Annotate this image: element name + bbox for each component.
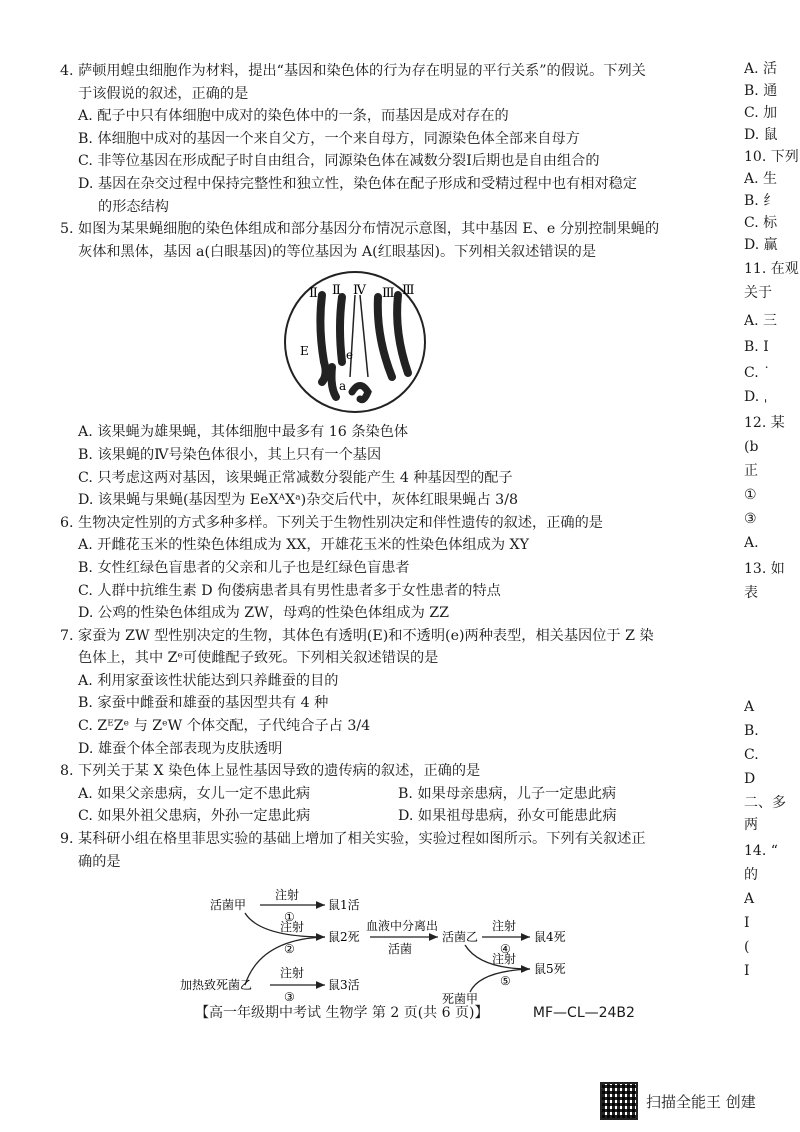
q6-option-b: B. 女性红绿色盲患者的父亲和儿子也是红绿色盲患者 — [78, 559, 410, 576]
rc-line: A. 生 — [744, 171, 778, 187]
step-5: ⑤ — [500, 974, 511, 989]
question-4 — [60, 60, 740, 218]
label-chr-ii-left: Ⅱ — [309, 286, 318, 302]
rc-line: 正 — [744, 463, 758, 479]
label-chr-ii-right: Ⅱ — [332, 283, 341, 299]
isolate-live-bacteria: 活菌 — [388, 942, 413, 957]
rc-line: C. — [744, 747, 759, 763]
q6-stem: 6. 生物决定性别的方式多种多样。下列关于生物性别决定和伴性遗传的叙述，正确的是 — [60, 514, 603, 531]
rc-line: A — [744, 891, 755, 907]
rc-line: C. 加 — [744, 105, 778, 121]
mouse-3-alive: 鼠3活 — [328, 978, 360, 993]
mouse-1-alive: 鼠1活 — [328, 898, 360, 913]
q5-stem-line2: 灰体和黑体，基因 a(白眼基因)的等位基因为 A(红眼基因)。下列相关叙述错误的是 — [78, 243, 597, 260]
stamp-text: 扫描全能王 创建 — [646, 1092, 756, 1111]
q6-option-d: D. 公鸡的性染色体组成为 ZW，母鸡的性染色体组成为 ZZ — [78, 605, 450, 622]
q5-option-b: B. 该果蝇的Ⅳ号染色体很小，其上只有一个基因 — [78, 446, 382, 463]
q7-option-d: D. 雄蚕个体全部表现为皮肤透明 — [78, 740, 283, 757]
q4-stem-line1: 4. 萨顿用蝗虫细胞作为材料，提出“基因和染色体的行为存在明显的平行关系”的假说。下列关 — [60, 63, 646, 79]
rc-line: A. 活 — [744, 61, 778, 77]
step-3: ③ — [284, 990, 295, 1005]
question-8 — [60, 760, 740, 828]
rc-line: 表 — [744, 585, 758, 601]
q9-stem-line1: 9. 某科研小组在格里菲思实验的基础上增加了相关实验，实验过程如图所示。下列有关叙述正 — [60, 831, 646, 848]
footer-title: 【高一年级期中考试 生物学 第 2 页(共 6 页)】 — [195, 1005, 489, 1021]
experiment-flow-diagram — [60, 877, 740, 1007]
rc-line: A. 三 — [744, 313, 778, 329]
inject-label-5: 注射 — [492, 952, 517, 967]
q4-stem-line2: 于该假说的叙述，正确的是 — [78, 85, 249, 102]
q8-options-row2 — [78, 805, 740, 828]
q4-option-a: A. 配子中只有体细胞中成对的染色体中的一条，而基因是成对存在的 — [78, 108, 509, 125]
main-column — [60, 60, 740, 1011]
rc-line: 关于 — [744, 285, 772, 301]
chromosome-figure — [60, 267, 740, 417]
q8-option-c: C. 如果外祖父患病，外孙一定患此病 — [78, 808, 311, 825]
q8-option-a: A. 如果父亲患病，女儿一定不患此病 — [78, 785, 311, 802]
step-4: ④ — [500, 942, 511, 957]
live-bacteria-b: 活菌乙 — [442, 930, 479, 945]
rc-line: 11. 在观 — [744, 261, 799, 277]
q7-option-b: B. 家蚕中雌蚕和雄蚕的基因型共有 4 种 — [78, 695, 329, 712]
q6-option-c: C. 人群中抗维生素 D 佝偻病患者具有男性患者多于女性患者的特点 — [78, 582, 501, 599]
rc-line: 两 — [744, 817, 758, 833]
question-9 — [60, 828, 740, 1007]
isolate-from-blood: 血液中分离出 — [366, 919, 439, 934]
q4-option-b: B. 体细胞中成对的基因一个来自父方，一个来自母方，同源染色体全部来自母方 — [78, 130, 580, 147]
chromosome-diagram — [60, 267, 740, 417]
q4-option-d-line1: D. 基因在杂交过程中保持完整性和独立性，染色体在配子形成和受精过程中也有相对稳定 — [78, 175, 638, 192]
rc-line: D. 鼠 — [744, 127, 778, 143]
q5-option-c: C. 只考虑这两对基因，该果蝇正常减数分裂能产生 4 种基因型的配子 — [78, 469, 513, 486]
label-chr-iii-left: Ⅲ — [382, 286, 395, 302]
rc-line: ③ — [744, 511, 757, 527]
griffith-experiment-figure — [60, 877, 740, 1007]
qr-code-icon — [600, 1082, 638, 1120]
rc-line: I — [744, 915, 750, 931]
rc-line: D — [744, 771, 756, 787]
inject-label-2: 注射 — [280, 920, 305, 935]
rc-line: I — [744, 963, 750, 979]
rc-line: B. I — [744, 339, 769, 355]
q7-option-a: A. 利用家蚕该性状能达到只养雌蚕的目的 — [78, 672, 339, 689]
rc-line: C. 标 — [744, 215, 778, 231]
step-2: ② — [284, 942, 295, 957]
label-chr-iv: Ⅳ — [353, 283, 366, 299]
rc-line: D. 赢 — [744, 237, 778, 253]
q5-option-a: A. 该果蝇为雄果蝇，其体细胞中最多有 16 条染色体 — [78, 424, 409, 441]
q7-stem-line1: 7. 家蚕为 ZW 型性别决定的生物，其体色有透明(E)和不透明(e)两种表型，相关基因位于 Z 染 — [60, 627, 654, 644]
adjacent-page-edge — [744, 0, 800, 1132]
rc-line: 13. 如 — [744, 561, 785, 577]
q4-option-c: C. 非等位基因在形成配子时自由组合，同源染色体在减数分裂Ⅰ后期也是自由组合的 — [78, 153, 600, 170]
rc-line: ( — [744, 939, 750, 955]
rc-line: 14. “ — [744, 843, 778, 859]
q8-option-d: D. 如果祖母患病，孙女可能患此病 — [398, 808, 617, 825]
label-gene-a: a — [339, 379, 347, 394]
q9-stem-line2: 确的是 — [78, 853, 121, 870]
scanner-stamp — [600, 1082, 756, 1120]
rc-line: A. — [744, 535, 759, 551]
mouse-4-dead: 鼠4死 — [534, 930, 566, 945]
question-6 — [60, 512, 740, 625]
q7-stem-line2: 色体上，其中 Zᵉ可使雌配子致死。下列相关叙述错误的是 — [78, 650, 439, 667]
inject-label-4: 注射 — [492, 919, 517, 934]
rc-line: ① — [744, 487, 757, 503]
rc-line: 10. 下列 — [744, 149, 799, 165]
inject-label-1: 注射 — [275, 888, 300, 903]
question-5 — [60, 218, 740, 512]
page-footer — [195, 1002, 635, 1022]
inject-label-3: 注射 — [280, 966, 305, 981]
q8-option-b: B. 如果母亲患病，儿子一定患此病 — [398, 785, 617, 802]
rc-line: 的 — [744, 867, 758, 883]
rc-line: 12. 某 — [744, 415, 785, 431]
question-7 — [60, 625, 740, 761]
rc-line: C. ˙ — [744, 365, 771, 381]
q5-stem-line1: 5. 如图为某果蝇细胞的染色体组成和部分基因分布情况示意图，其中基因 E、e 分别控制果蝇的 — [60, 221, 660, 238]
rc-line: (b — [744, 439, 759, 455]
q4-option-d-line2: 的形态结构 — [98, 198, 169, 215]
rc-line: B. 通 — [744, 83, 778, 99]
q6-option-a: A. 开雌花玉米的性染色体组成为 XX，开雄花玉米的性染色体组成为 XY — [78, 537, 530, 554]
q8-options-row1 — [78, 783, 740, 806]
rc-line: B. — [744, 723, 759, 739]
q7-option-c: C. ZᴱZᵉ 与 ZᵉW 个体交配，子代纯合子占 3/4 — [78, 718, 371, 735]
mouse-2-dead: 鼠2死 — [328, 930, 360, 945]
dead-bacteria-a: 死菌甲 — [442, 992, 479, 1007]
rc-line: D. ˌ — [744, 389, 768, 405]
q8-stem: 8. 下列关于某 X 染色体上显性基因导致的遗传病的叙述，正确的是 — [60, 763, 481, 780]
heat-killed-bacteria-b: 加热致死菌乙 — [180, 978, 253, 993]
rc-line: B. 纟 — [744, 193, 778, 209]
mouse-5-dead: 鼠5死 — [534, 962, 566, 977]
label-gene-e-upper: E — [300, 344, 309, 359]
footer-code: MF—CL—24B2 — [532, 1005, 635, 1021]
live-bacteria-a: 活菌甲 — [210, 898, 247, 913]
q5-option-d: D. 该果蝇与果蝇(基因型为 EeXᴬXᵃ)杂交后代中，灰体红眼果蝇占 3/8 — [78, 492, 519, 509]
rc-line: A — [744, 699, 755, 715]
step-1: ① — [284, 910, 295, 925]
label-gene-e-lower: e — [346, 348, 354, 363]
rc-line: 二、多 — [744, 795, 786, 811]
label-chr-iii-right: Ⅲ — [402, 283, 415, 299]
